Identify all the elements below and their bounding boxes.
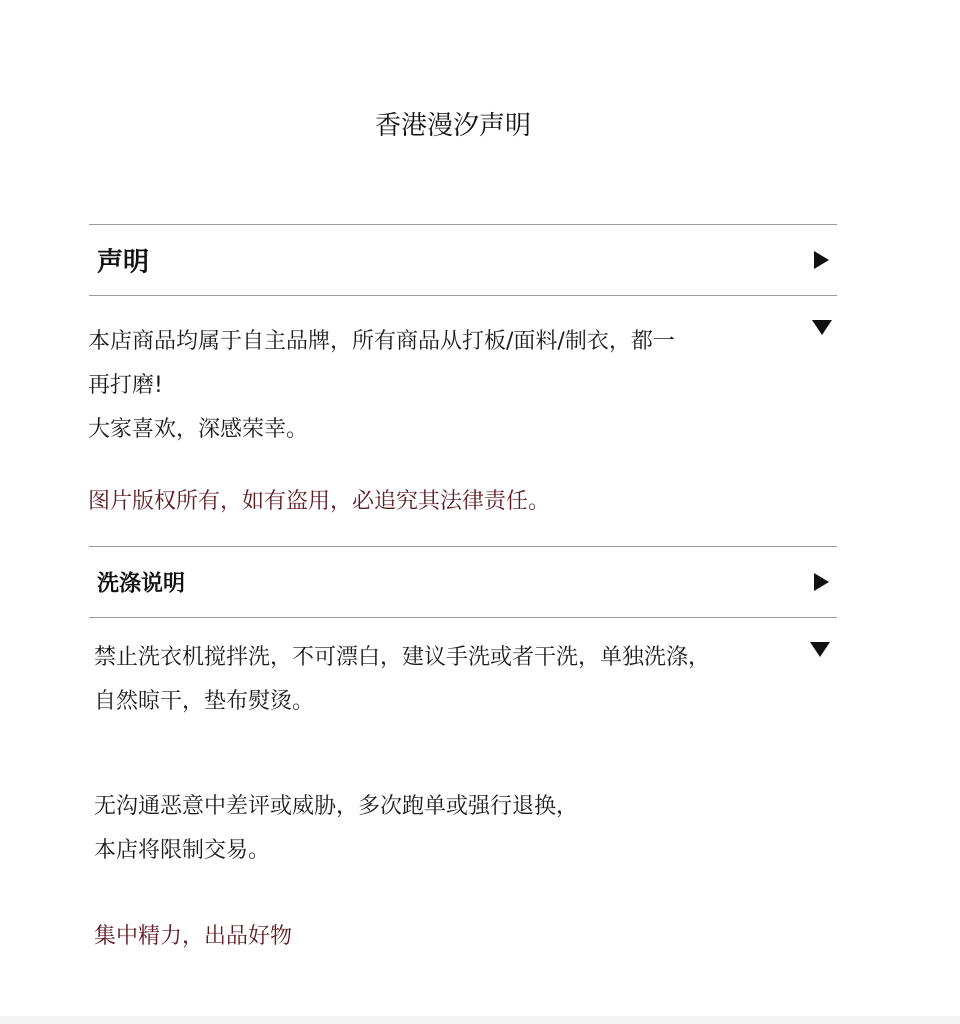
slogan: 集中精力，出品好物 [94,924,293,949]
statement-body [88,320,808,452]
divider [89,295,837,296]
copyright-notice: 图片版权所有，如有盗用，必追究其法律责任。 [88,489,551,514]
section-header-washing[interactable] [89,547,837,617]
section-title-statement: 声明 [97,247,150,278]
statement-line: 本店商品均属于自主品牌，所有商品从打板/面料/制衣，都一 [88,329,675,354]
section-header-statement[interactable] [89,225,837,295]
triangle-right-icon[interactable] [814,251,829,269]
section-title-washing: 洗涤说明 [97,571,186,597]
page-title: 香港漫汐声明 [374,111,531,141]
triangle-down-icon[interactable] [812,320,832,335]
triangle-right-icon[interactable] [814,573,829,591]
bottom-band [0,1016,960,1024]
washing-instructions [94,636,814,724]
divider [89,617,837,618]
statement-line: 大家喜欢，深感荣幸。 [88,417,309,442]
policy-line: 无沟通恶意中差评或威胁，多次跑单或强行退换， [94,794,579,819]
statement-line: 再打磨! [88,373,163,398]
washing-line: 自然晾干，垫布熨烫。 [94,689,315,714]
policy-line: 本店将限制交易。 [94,838,271,863]
trade-policy [94,785,814,873]
washing-line: 禁止洗衣机搅拌洗，不可漂白，建议手洗或者干洗，单独洗涤， [94,645,711,670]
